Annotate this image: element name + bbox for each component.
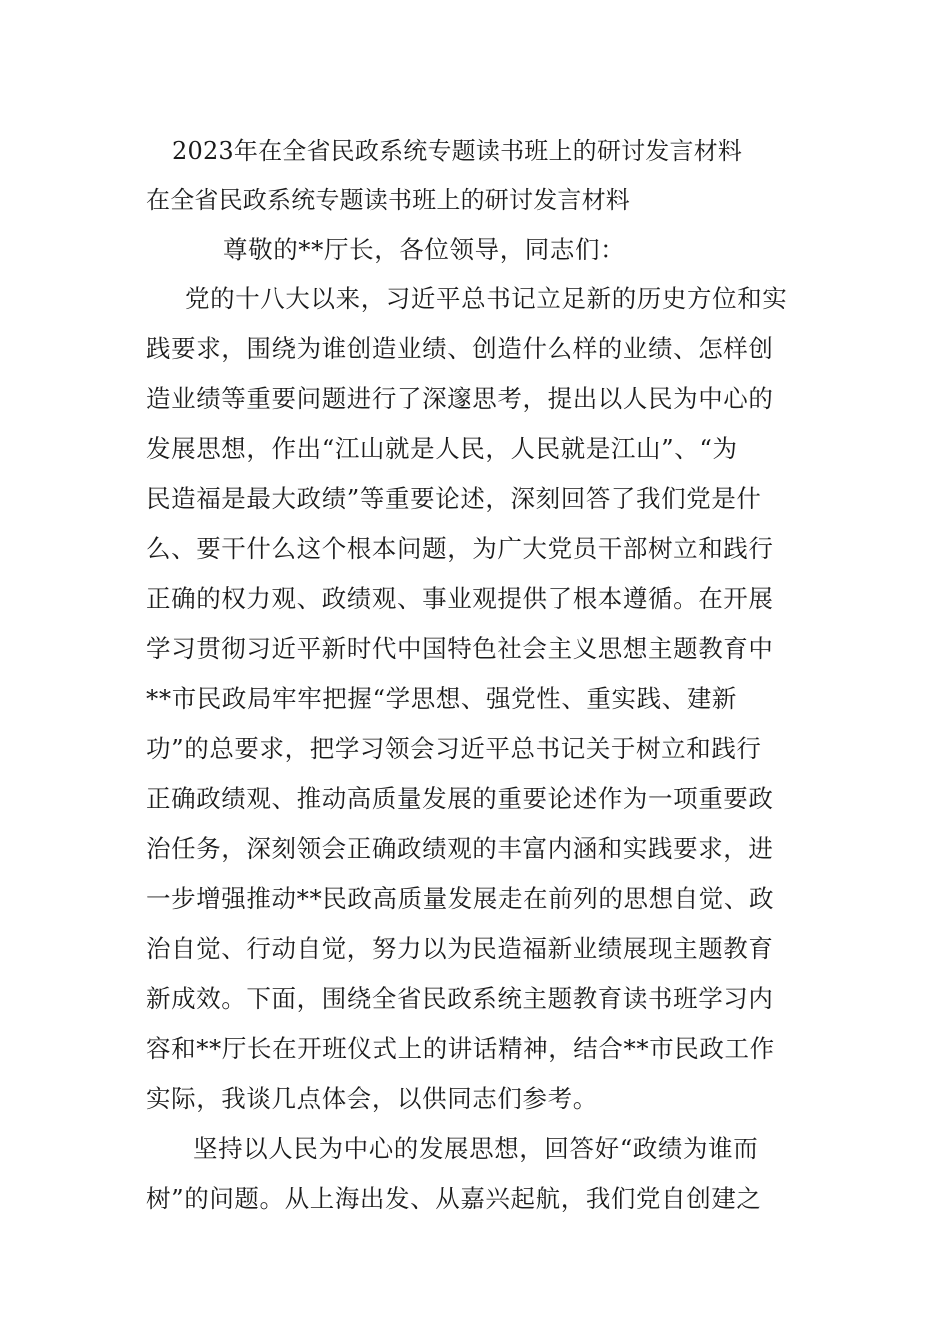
paragraph-line: 功”的总要求，把学习领会习近平总书记关于树立和践行 [146,734,762,763]
salutation: 尊敬的**厅长，各位领导，同志们： [223,235,626,264]
paragraph-line: 治自觉、行动自觉，努力以为民造福新业绩展现主题教育 [146,934,774,963]
paragraph-line: 容和**厅长在开班仪式上的讲话精神，结合**市民政工作 [146,1034,775,1063]
paragraph-line: 践要求，围绕为谁创造业绩、创造什么样的业绩、怎样创 [146,334,774,363]
paragraph-line: **市民政局牢牢把握“学思想、强党性、重实践、建新 [146,684,738,713]
paragraph-line: 造业绩等重要问题进行了深邃思考，提出以人民为中心的 [146,384,774,413]
document-title: 2023年在全省民政系统专题读书班上的研讨发言材料 [172,137,743,165]
paragraph-line: 新成效。下面，围绕全省民政系统主题教育读书班学习内 [146,984,774,1013]
paragraph-line: 党的十八大以来，习近平总书记立足新的历史方位和实 [185,284,788,313]
paragraph-line: 正确政绩观、推动高质量发展的重要论述作为一项重要政 [146,784,774,813]
paragraph-line: 一步增强推动**民政高质量发展走在前列的思想自觉、政 [146,884,775,913]
paragraph-line: 正确的权力观、政绩观、事业观提供了根本遵循。在开展 [146,584,774,613]
paragraph-line: 树”的问题。从上海出发、从嘉兴起航，我们党自创建之 [146,1184,762,1213]
paragraph-line: 实际，我谈几点体会，以供同志们参考。 [146,1084,598,1113]
paragraph-line: 学习贯彻习近平新时代中国特色社会主义思想主题教育中 [146,634,774,663]
paragraph-line: 民造福是最大政绩”等重要论述，深刻回答了我们党是什 [146,484,762,513]
document-subtitle: 在全省民政系统专题读书班上的研讨发言材料 [146,186,630,214]
paragraph-line: 发展思想，作出“江山就是人民，人民就是江山”、“为 [146,434,738,463]
paragraph-line: 么、要干什么这个根本问题，为广大党员干部树立和践行 [146,534,774,563]
paragraph-line: 坚持以人民为中心的发展思想，回答好“政绩为谁而 [193,1134,759,1163]
paragraph-line: 治任务，深刻领会正确政绩观的丰富内涵和实践要求，进 [146,834,774,863]
